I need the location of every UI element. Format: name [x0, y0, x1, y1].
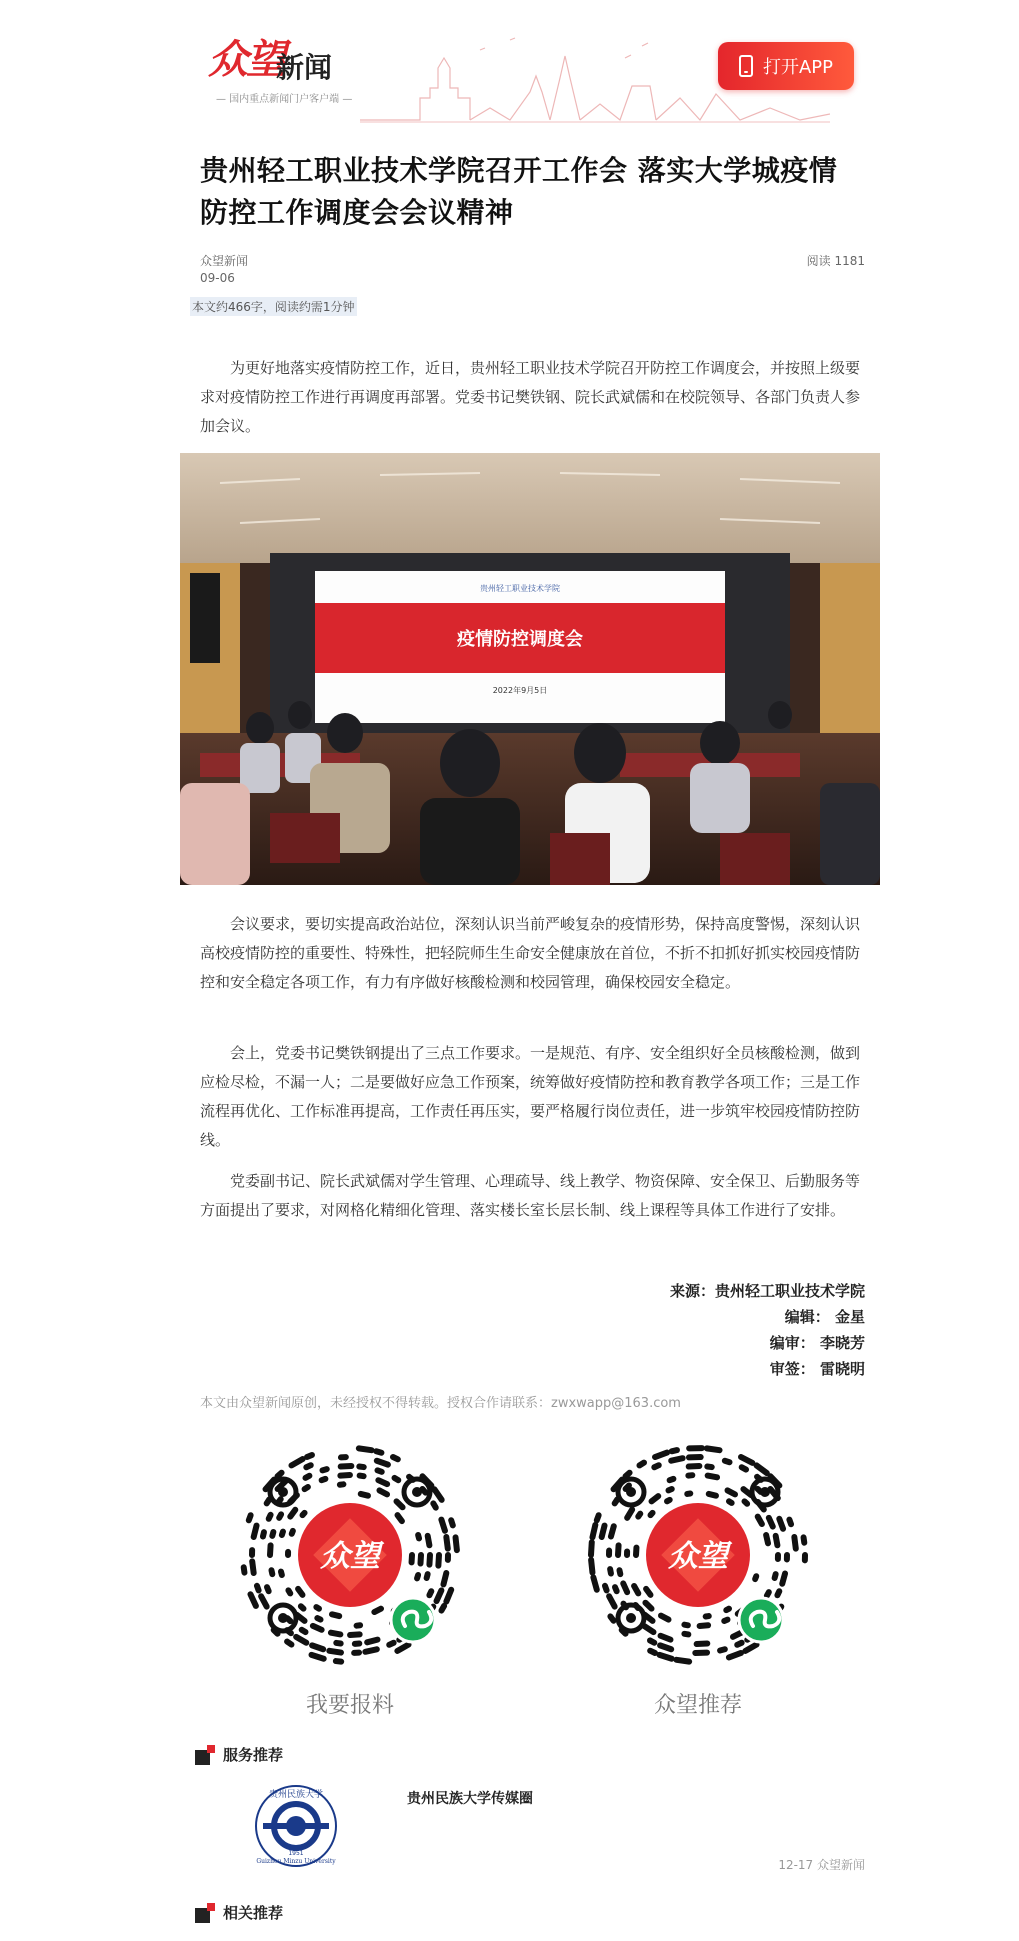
qr-pattern-mark	[707, 1466, 711, 1467]
qr-pattern-mark	[769, 1518, 773, 1527]
qr-pattern-mark	[317, 1618, 320, 1620]
qr-pattern-mark	[672, 1450, 677, 1451]
qr-pattern-mark	[296, 1637, 306, 1643]
article-title: 贵州轻工职业技术学院召开工作会 落实大学城疫情防控工作调度会会议精神	[200, 154, 838, 229]
qr-pattern-mark	[645, 1603, 651, 1609]
qr-pattern-mark	[626, 1473, 630, 1477]
qr-pattern-mark	[655, 1453, 667, 1457]
service-item-meta: 12-17 众望新闻	[778, 1858, 865, 1872]
qr-pattern-mark	[360, 1476, 364, 1477]
section-services-heading	[195, 1744, 283, 1765]
qr-pattern-mark	[619, 1570, 620, 1574]
qr-pattern-mark	[782, 1574, 785, 1584]
article-credits	[670, 1278, 865, 1382]
zhongwang-logo[interactable]	[208, 28, 368, 108]
qr-pattern-mark	[605, 1586, 607, 1591]
qr-pattern-mark	[593, 1577, 596, 1589]
article-meta	[200, 252, 865, 292]
emblem-text-top: 贵州民族大学	[268, 1790, 324, 1800]
qr-pattern-mark	[396, 1501, 402, 1507]
credit-reviewer: 编审： 李晓芳	[769, 1334, 865, 1352]
qr-pattern-mark	[707, 1448, 720, 1450]
qr-pattern-mark	[671, 1458, 682, 1461]
article-paragraph: 党委副书记、院长武斌儒对学生管理、心理疏导、线上教学、物资保障、安全保卫、后勤服务等方面提出了要求，对网格化精细化管理、落实楼长室长层长制、线上课程等具体工作进行了安排。	[200, 1172, 861, 1219]
qr-code-tip-off[interactable]	[235, 1440, 465, 1670]
article-paragraph: 会上，党委书记樊铁钢提出了三点工作要求。一是规范、有序、安全组织好全员核酸检测，做到应检尽检，不漏一人；二是要做好应急工作预案，统筹做好疫情防控和教育教学各项工作；三是工作流程再优化、工作标准再提高，工作责任再压实，要严格履行岗位责任，进一步筑牢校园疫情防控防线。	[200, 1044, 861, 1149]
qr-pattern-mark	[775, 1574, 776, 1578]
screen-date: 2022年9月5日	[492, 686, 548, 695]
qr-pattern-mark	[615, 1499, 618, 1503]
qr-pattern-mark	[650, 1651, 655, 1653]
meeting-photo-illustration	[180, 453, 880, 885]
qr-finder-dot	[278, 1613, 288, 1623]
qr-code-recommend[interactable]	[583, 1440, 813, 1670]
qr-pattern-mark	[267, 1587, 269, 1591]
section-related-heading	[195, 1902, 283, 1923]
section-related-title: 相关推荐	[223, 1904, 284, 1922]
qr-pattern-mark	[591, 1542, 592, 1555]
qr-pattern-mark	[650, 1640, 654, 1642]
qr-pattern-mark	[709, 1494, 716, 1496]
credit-source: 来源：贵州轻工职业技术学院	[669, 1282, 865, 1300]
mini-program-badge-icon	[739, 1598, 783, 1642]
qr-pattern-mark	[654, 1465, 658, 1467]
qr-pattern-mark	[645, 1626, 654, 1632]
qr-pattern-mark	[336, 1643, 340, 1644]
mini-program-badge-icon	[391, 1598, 435, 1642]
qr-pattern-mark	[427, 1574, 428, 1578]
qr-pattern-mark	[660, 1655, 672, 1659]
qr-pattern-mark	[397, 1515, 401, 1521]
qr-pattern-mark	[331, 1633, 340, 1635]
read-count: 阅读 1181	[806, 254, 865, 268]
section-marker-icon	[195, 1903, 215, 1923]
qr-pattern-mark	[303, 1513, 305, 1515]
section-marker-icon	[195, 1745, 215, 1765]
open-app-label: 打开APP	[762, 57, 834, 78]
qr-pattern-mark	[395, 1478, 399, 1480]
qr-pattern-mark	[684, 1625, 687, 1626]
qr-pattern-mark	[350, 1634, 360, 1635]
qr-pattern-mark	[661, 1616, 669, 1620]
qr-pattern-mark	[651, 1513, 653, 1515]
qr-pattern-mark	[420, 1555, 421, 1563]
qr-pattern-mark	[316, 1607, 319, 1609]
qr-pattern-mark	[281, 1572, 282, 1575]
article-header	[200, 150, 865, 292]
qr-pattern-mark	[288, 1590, 290, 1593]
qr-pattern-mark	[684, 1634, 688, 1635]
qr-finder-dot	[412, 1487, 422, 1497]
emblem-year: 1951	[288, 1850, 304, 1857]
qr-pattern-mark	[378, 1480, 387, 1484]
qr-pattern-mark	[249, 1515, 251, 1520]
article-source[interactable]: 众望新闻	[200, 254, 249, 268]
qr-center-text: 众望	[668, 1539, 728, 1574]
qr-pattern-mark	[727, 1490, 735, 1494]
qr-pattern-mark	[438, 1555, 439, 1566]
qr-pattern-mark	[720, 1649, 725, 1650]
qr-pattern-mark	[312, 1645, 323, 1649]
logo-brand: 众望	[208, 36, 284, 83]
qr-pattern-mark	[287, 1642, 291, 1645]
qr-pattern-mark	[618, 1545, 619, 1555]
qr-pattern-mark	[250, 1594, 255, 1606]
qr-pattern-mark	[270, 1545, 271, 1555]
qr-pattern-mark	[336, 1661, 341, 1662]
qr-pattern-mark	[429, 1555, 430, 1565]
copyright-notice: 本文由众望新闻原创，未经授权不得转载。授权合作请联系：zwxwapp@163.com	[200, 1396, 681, 1411]
screen-org: 贵州轻工职业技术学院	[480, 584, 560, 593]
qr-pattern-mark	[306, 1465, 310, 1467]
qr-pattern-mark	[279, 1514, 281, 1517]
qr-pattern-mark	[789, 1520, 791, 1525]
qr-pattern-mark	[359, 1448, 372, 1450]
qr-pattern-mark	[322, 1479, 326, 1480]
qr-pattern-mark	[794, 1537, 795, 1549]
qr-pattern-mark	[670, 1479, 674, 1480]
qr-pattern-mark	[443, 1573, 446, 1584]
section-services-title: 服务推荐	[223, 1746, 284, 1764]
qr-pattern-mark	[745, 1645, 756, 1651]
qr-pattern-mark	[359, 1466, 363, 1467]
qr-pattern-mark	[434, 1489, 441, 1500]
qr-pattern-mark	[441, 1606, 444, 1611]
qr-pattern-mark	[729, 1653, 741, 1657]
mini-program-code-icon	[583, 1440, 813, 1670]
qr-pattern-mark	[700, 1625, 708, 1626]
qr-pattern-mark	[397, 1645, 408, 1651]
emblem-text-side: Guizhou Minzu University	[256, 1858, 336, 1865]
qr-pattern-mark	[667, 1500, 670, 1501]
qr-pattern-mark	[660, 1645, 671, 1649]
logo-tagline: — 国内重点新闻门户客户端 —	[216, 94, 353, 105]
qr-pattern-mark	[676, 1660, 689, 1662]
qr-pattern-mark	[611, 1526, 614, 1536]
qr-pattern-mark	[779, 1519, 783, 1529]
qr-finder-dot	[626, 1487, 636, 1497]
qr-pattern-mark	[741, 1457, 752, 1463]
qr-finder-dot	[278, 1487, 288, 1497]
credit-editor: 编辑： 金星	[784, 1308, 865, 1326]
qr-pattern-mark	[271, 1570, 272, 1574]
qr-pattern-mark	[292, 1531, 293, 1534]
qr-pattern-mark	[436, 1590, 441, 1601]
qr-pattern-mark	[291, 1459, 302, 1465]
qr-pattern-mark	[377, 1461, 388, 1465]
qr-pattern-mark	[767, 1592, 769, 1595]
article-date: 09-06	[200, 271, 235, 285]
qr-pattern-mark	[441, 1520, 445, 1531]
qr-pattern-mark	[244, 1567, 245, 1572]
credit-approver: 审签： 雷晓明	[769, 1360, 865, 1378]
qr-pattern-mark	[446, 1537, 447, 1549]
qr-pattern-mark	[776, 1536, 778, 1545]
article-paragraph: 为更好地落实疫情防控工作，近日，贵州轻工职业技术学院召开防控工作调度会，并按照上级要求对疫情防控工作进行再调度再部署。党委书记樊铁钢、院长武斌儒和在校院领导、各部门负责人参加会议。	[200, 359, 861, 435]
qr-pattern-mark	[278, 1473, 282, 1477]
qr-pattern-mark	[379, 1490, 387, 1494]
qr-pattern-mark	[733, 1632, 743, 1637]
qr-label-tip-off: 我要报料	[305, 1693, 394, 1718]
qr-pattern-mark	[340, 1475, 350, 1476]
qr-pattern-mark	[374, 1609, 381, 1612]
qr-pattern-mark	[298, 1589, 302, 1595]
qr-center-text: 众望	[320, 1539, 380, 1574]
qr-pattern-mark	[313, 1626, 322, 1630]
qr-pattern-mark	[592, 1525, 595, 1538]
open-app-button[interactable]	[718, 42, 854, 90]
qr-pattern-mark	[261, 1596, 267, 1606]
qr-pattern-mark	[729, 1501, 732, 1503]
qr-pattern-mark	[446, 1590, 451, 1602]
qr-pattern-mark	[610, 1616, 613, 1620]
qr-pattern-mark	[428, 1536, 430, 1545]
qr-pattern-mark	[272, 1532, 273, 1536]
qr-pattern-mark	[306, 1476, 310, 1478]
qr-pattern-mark	[597, 1515, 599, 1520]
qr-finder-dot	[626, 1613, 636, 1623]
qr-pattern-mark	[609, 1596, 615, 1606]
mini-program-code-icon	[235, 1440, 465, 1670]
qr-pattern-mark	[393, 1457, 398, 1459]
qr-pattern-mark	[804, 1537, 805, 1542]
qr-pattern-mark	[634, 1586, 638, 1593]
article-paragraph: 会议要求，要切实提高政治站位，深刻认识当前严峻复杂的疫情形势，保持高度警惕，深刻认识高校疫情防控的重要性、特殊性，把轻院师生生命安全健康放在首位，不折不扣抓好抓实校园疫情防控和安全稳定各项工作，有力有序做好核酸检测和校园管理，确保校园安全稳定。	[200, 915, 861, 991]
qr-pattern-mark	[429, 1591, 431, 1595]
university-logo[interactable]	[243, 1783, 349, 1869]
qr-pattern-mark	[646, 1589, 650, 1595]
qr-pattern-mark	[378, 1470, 382, 1471]
qr-pattern-mark	[610, 1569, 611, 1573]
qr-finder-dot	[760, 1487, 770, 1497]
qr-pattern-mark	[257, 1586, 259, 1591]
qr-pattern-mark	[367, 1640, 377, 1643]
qr-pattern-mark	[252, 1561, 253, 1573]
qr-pattern-mark	[376, 1451, 381, 1452]
qr-pattern-mark	[755, 1576, 756, 1579]
qr-pattern-mark	[591, 1560, 592, 1573]
qr-pattern-mark	[758, 1517, 762, 1524]
qr-pattern-mark	[332, 1614, 339, 1616]
university-emblem-icon	[243, 1783, 349, 1869]
qr-pattern-mark	[777, 1591, 779, 1595]
phone-icon	[739, 55, 753, 77]
qr-pattern-mark	[417, 1575, 418, 1578]
qr-pattern-mark	[307, 1455, 312, 1457]
logo-news: 新闻	[276, 51, 333, 84]
qr-pattern-mark	[742, 1467, 746, 1469]
qr-pattern-mark	[737, 1643, 741, 1645]
qr-pattern-mark	[615, 1587, 617, 1591]
qr-pattern-mark	[301, 1606, 304, 1608]
qr-pattern-mark	[725, 1461, 730, 1462]
qr-pattern-mark	[669, 1489, 672, 1490]
qr-pattern-mark	[361, 1494, 368, 1496]
qr-pattern-mark	[708, 1476, 717, 1478]
qr-pattern-mark	[623, 1583, 627, 1592]
qr-pattern-mark	[602, 1526, 605, 1537]
qr-pattern-mark	[254, 1526, 257, 1537]
qr-pattern-mark	[290, 1510, 295, 1517]
qr-pattern-mark	[312, 1655, 324, 1659]
qr-pattern-mark	[652, 1496, 659, 1501]
qr-pattern-mark	[269, 1515, 271, 1519]
qr-pattern-mark	[329, 1651, 341, 1653]
qr-pattern-mark	[282, 1532, 283, 1535]
qr-pattern-mark	[744, 1501, 747, 1503]
qr-label-recommend: 众望推荐	[653, 1693, 742, 1718]
qr-pattern-mark	[322, 1469, 326, 1470]
word-count-note: 本文约466字，阅读约需1分钟	[190, 297, 357, 316]
qr-pattern-mark	[305, 1487, 308, 1489]
qr-pattern-mark	[389, 1643, 393, 1645]
qr-pattern-mark	[724, 1620, 727, 1621]
screen-title: 疫情防控调度会	[457, 629, 583, 650]
qr-pattern-mark	[422, 1489, 425, 1493]
qr-pattern-mark	[451, 1520, 453, 1525]
qr-pattern-mark	[639, 1463, 644, 1466]
meeting-photo[interactable]	[180, 453, 880, 885]
service-item-title[interactable]: 贵州民族大学传媒圈	[407, 1791, 533, 1807]
qr-pattern-mark	[661, 1636, 671, 1640]
top-banner	[0, 0, 1019, 135]
qr-pattern-mark	[433, 1503, 435, 1507]
qr-pattern-mark	[456, 1537, 457, 1550]
qr-pattern-mark	[263, 1532, 264, 1536]
qr-pattern-mark	[638, 1514, 640, 1517]
qr-pattern-mark	[418, 1535, 419, 1538]
qr-pattern-mark	[627, 1510, 632, 1518]
qr-pattern-mark	[267, 1499, 270, 1503]
qr-pattern-mark	[302, 1630, 306, 1632]
qr-pattern-mark	[766, 1535, 768, 1543]
qr-pattern-mark	[757, 1465, 767, 1473]
qr-pattern-mark	[726, 1609, 729, 1610]
qr-pattern-mark	[365, 1649, 376, 1652]
